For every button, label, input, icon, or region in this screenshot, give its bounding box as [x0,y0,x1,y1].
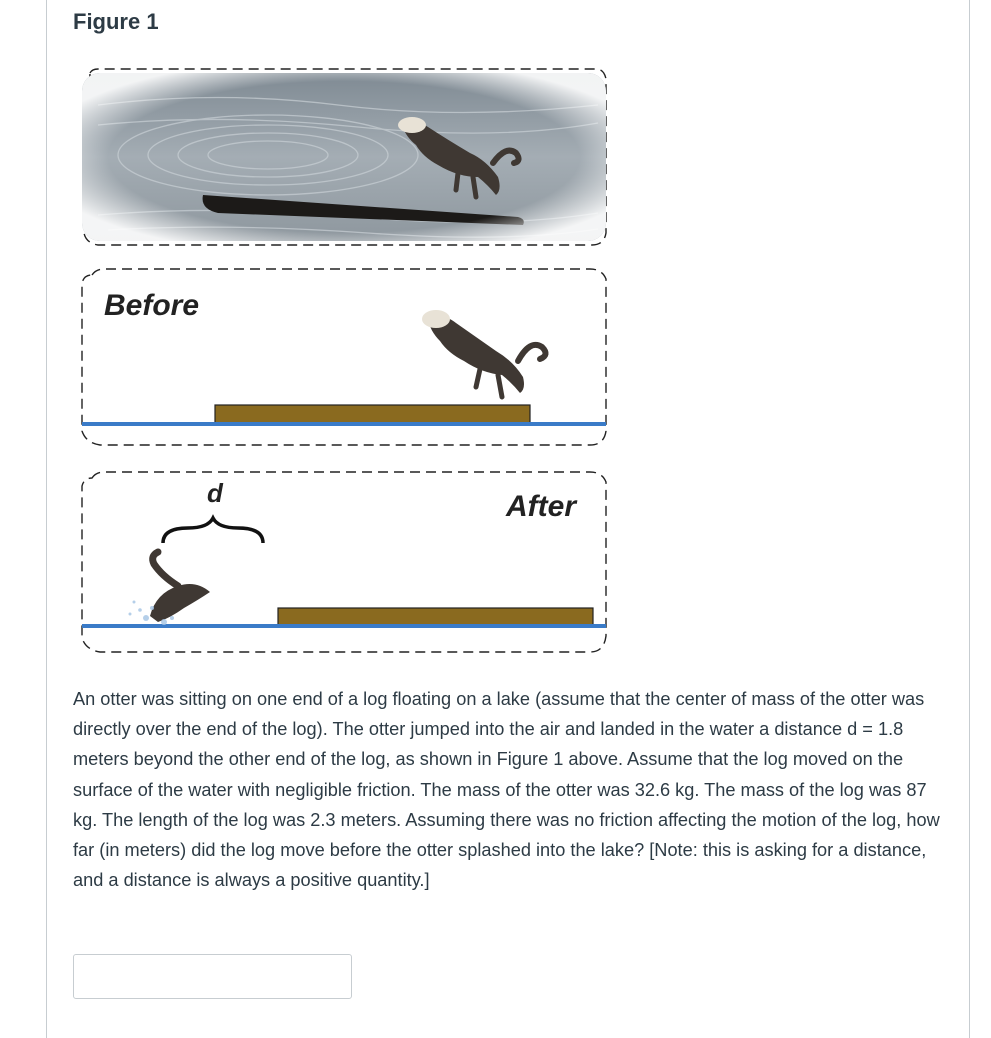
after-label: After [506,490,577,523]
log [215,405,530,423]
otter-jumping [422,310,546,397]
otter-photo-panel [78,65,608,250]
distance-brace [163,518,263,543]
log [278,608,593,626]
before-label: Before [104,289,200,322]
before-panel [78,265,608,450]
after-panel [78,468,608,658]
otter-splashing [129,552,211,625]
answer-input[interactable] [73,954,352,999]
figure-title: Figure 1 [73,9,159,34]
question-text [73,684,948,895]
question-paragraph: An otter was sitting on one end of a log floating on a lake (assume that the center of mass of the otter was directly over the end of the log). The otter jumped into the air and landed in the water a distance d = 1.8 meters beyond the other end of the log, as shown in Figure 1 above. Assume that the log moved on the surface of the water with negligible friction. The mass of the otter was 32.6 kg. The mass of the log was 87 kg. The length of the log was 2.3 meters. Assuming there was no friction affecting the motion of the log, how far (in meters) did the log move before the otter splashed into the lake? [Note: this is asking for a distance, and a distance is always a positive quantity.] [73,689,940,891]
distance-label: d [207,478,223,508]
